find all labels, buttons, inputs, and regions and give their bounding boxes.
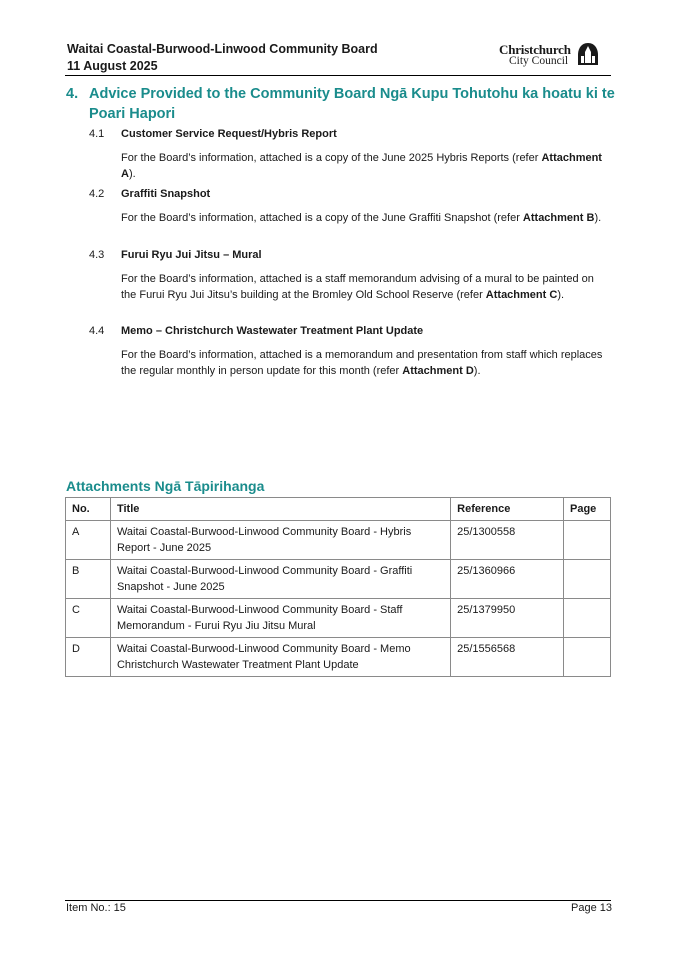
item-body: For the Board’s information, attached is a staff memorandum advising of a mural to be painted on the Furui Ryu Jui Jitsu’s building at the Bromley Old School Reserve (refer Attachment C).: [121, 273, 594, 301]
footer-item-number: Item No.: 15: [66, 902, 126, 914]
cell-no: B: [66, 560, 111, 599]
attachments-heading: Attachments Ngā Tāpirihanga: [66, 478, 265, 494]
cell-no: C: [66, 599, 111, 638]
cell-title: Waitai Coastal-Burwood-Linwood Community Board - Graffiti Snapshot - June 2025: [110, 560, 450, 599]
footer-page-number: Page 13: [571, 902, 612, 914]
table-row: [66, 560, 611, 599]
header-divider: [65, 75, 611, 76]
cell-page: [564, 638, 611, 677]
item-title: Furui Ryu Jui Jitsu – Mural: [121, 249, 262, 261]
logo-line-1: Christchurch: [499, 42, 571, 57]
item-body: For the Board’s information, attached is a copy of the June Graffiti Snapshot (refer Attachment B).: [121, 212, 602, 224]
logo-line-2: City Council: [509, 55, 569, 67]
attachment-reference: Attachment C: [485, 289, 558, 301]
cell-reference: 25/1379950: [451, 599, 564, 638]
item-title: Graffiti Snapshot: [121, 188, 211, 200]
cell-page: [564, 521, 611, 560]
table-row: [66, 599, 611, 638]
item-number: 4.1: [89, 128, 105, 140]
cell-reference: 25/1360966: [451, 560, 564, 599]
cell-title: Waitai Coastal-Burwood-Linwood Community Board - Staff Memorandum - Furui Ryu Jiu Jitsu Mural: [110, 599, 450, 638]
header-board-name: Waitai Coastal-Burwood-Linwood Community Board: [67, 42, 378, 56]
cell-page: [564, 599, 611, 638]
section-title: Advice Provided to the Community Board Ngā Kupu Tohutohu ka hoatu ki te Poari Hapori: [89, 86, 615, 122]
attachment-reference: Attachment A: [121, 152, 602, 180]
column-header-title: Title: [110, 498, 450, 521]
cell-reference: 25/1300558: [451, 521, 564, 560]
attachment-reference: Attachment B: [522, 212, 595, 224]
column-header-page: Page: [564, 498, 611, 521]
cell-title: Waitai Coastal-Burwood-Linwood Community Board - Hybris Report - June 2025: [110, 521, 450, 560]
cell-title: Waitai Coastal-Burwood-Linwood Community Board - Memo Christchurch Wastewater Treatment Plant Update: [110, 638, 450, 677]
item-title: Customer Service Request/Hybris Report: [121, 128, 337, 140]
attachments-table: [65, 497, 611, 677]
item-number: 4.3: [89, 249, 105, 261]
section-number: 4.: [66, 86, 79, 102]
header-date: 11 August 2025: [67, 59, 158, 73]
table-header-row: [66, 498, 611, 521]
cell-page: [564, 560, 611, 599]
council-logo: [499, 42, 601, 68]
item-number: 4.2: [89, 188, 105, 200]
column-header-reference: Reference: [451, 498, 564, 521]
cell-reference: 25/1556568: [451, 638, 564, 677]
item-body: For the Board’s information, attached is a copy of the June 2025 Hybris Reports (refer Attachment A).: [121, 152, 602, 180]
cell-no: A: [66, 521, 111, 560]
column-header-no: No.: [66, 498, 111, 521]
item-body: For the Board’s information, attached is a memorandum and presentation from staff which replaces the regular monthly in person update for this month (refer Attachment D).: [121, 349, 603, 377]
item-title: Memo – Christchurch Wastewater Treatment Plant Update: [121, 325, 424, 337]
table-row: [66, 521, 611, 560]
footer-divider: [65, 900, 611, 901]
item-number: 4.4: [89, 325, 105, 337]
table-row: [66, 638, 611, 677]
cell-no: D: [66, 638, 111, 677]
attachment-reference: Attachment D: [402, 365, 474, 377]
cathedral-logo-icon: [576, 42, 600, 66]
